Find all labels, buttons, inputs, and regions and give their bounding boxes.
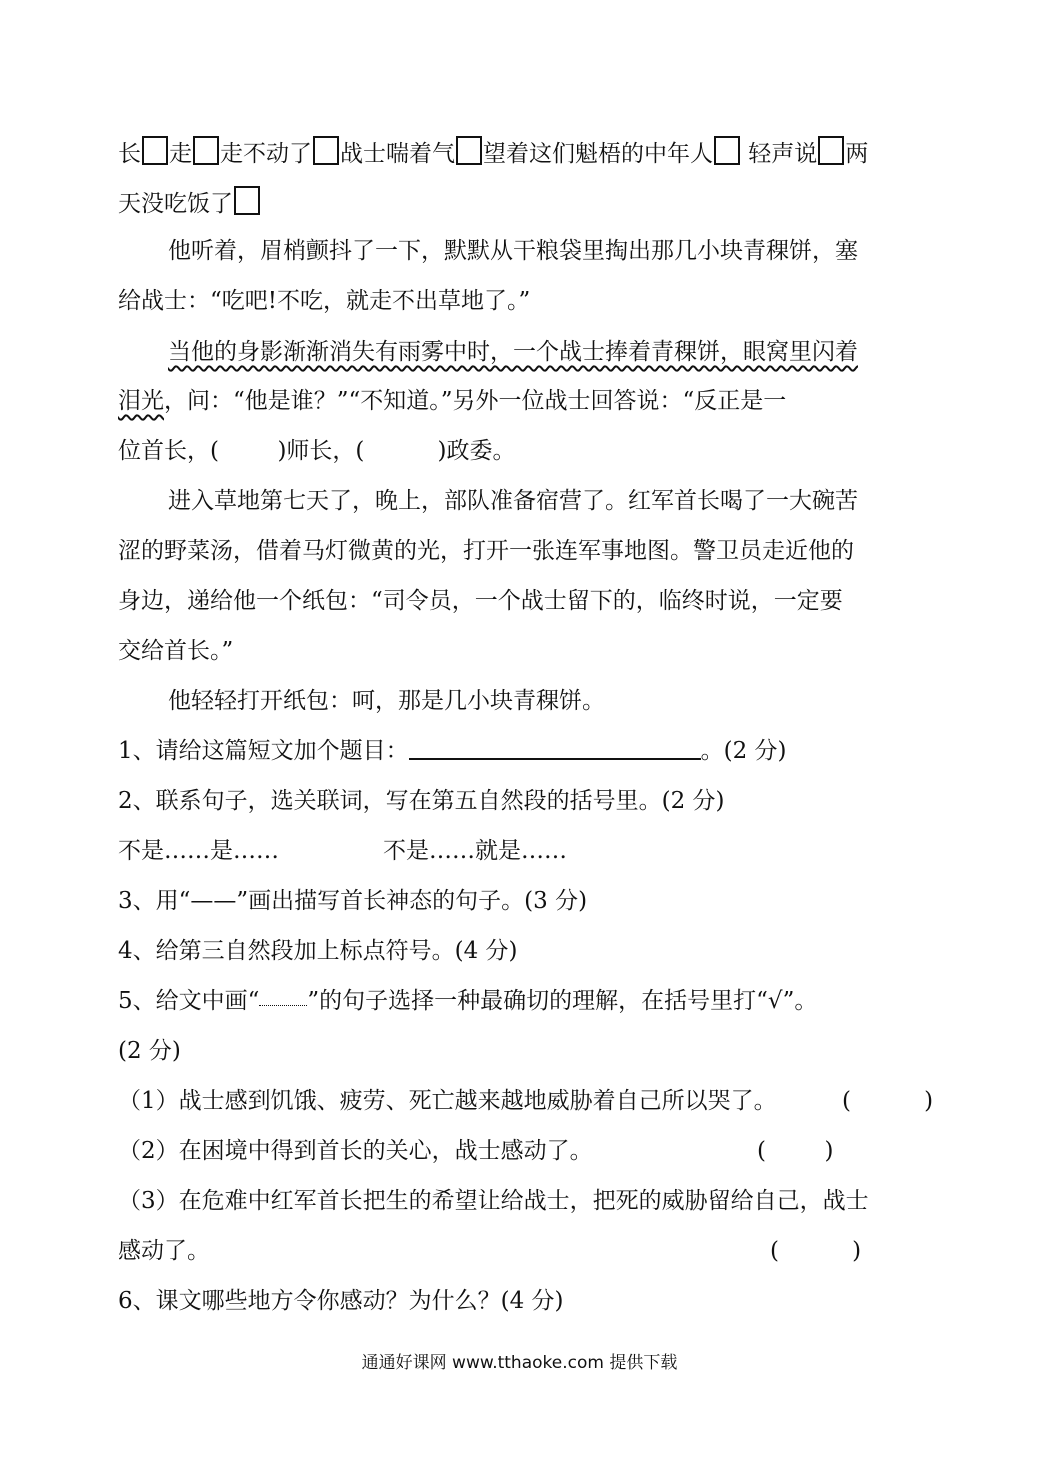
answer-paren[interactable]: ( ) [842,1088,934,1114]
passage-line: 他听着，眉梢颤抖了一下，默默从干粮袋里掏出那几小块青稞饼，塞 [168,238,858,264]
question-3: 3、用“——”画出描写首长神态的句子。(3 分) [118,888,588,914]
text-fragment: 轻声说 [741,141,818,167]
passage-line: 进入草地第七天了，晚上，部队准备宿营了。红军首长喝了一大碗苦 [168,488,858,514]
question-5 [118,986,817,1016]
question-2: 2、联系句子，选关联词，写在第五自然段的括号里。(2 分) [118,788,725,814]
passage-line: 身边，递给他一个纸包：“司令员，一个战士留下的，临终时说，一定要 [118,588,843,614]
text-fragment: ，问：“他是谁？”“不知道。”另外一位战士回答说：“反正是一 [164,388,787,414]
answer-option-1: （1）战士感到饥饿、疲劳、死亡越来越地威胁着自己所以哭了。 [118,1088,777,1114]
text-fragment: 长 [118,141,141,167]
answer-option-3-cont: 感动了。 [118,1238,210,1264]
punctuation-box[interactable] [456,136,482,165]
text-fragment: 两 [845,141,869,167]
passage-line: 交给首长。” [118,638,234,664]
passage-line [118,186,261,219]
page-footer: 通通好课网 www.tthaoke.com 提供下载 [361,1353,678,1373]
text-fragment: 天没吃饭了 [118,191,233,217]
text-fragment: 望着这们魁梧的中年人 [483,141,713,167]
passage-line [168,337,858,367]
passage-line: 给战士：“吃吧!不吃，就走不出草地了。” [118,288,531,314]
wavy-underlined-sentence: 当他的身影渐渐消失有雨雾中时，一个战士捧着青稞饼，眼窝里闪着 [168,339,858,365]
question-4: 4、给第三自然段加上标点符号。(4 分) [118,938,518,964]
punctuation-box[interactable] [818,136,844,165]
question-text: 5、给文中画“ [118,988,260,1014]
punctuation-box[interactable] [714,136,740,165]
question-text: 1、请给这篇短文加个题目： [118,738,409,764]
text-fragment: 走 [169,141,192,167]
passage-line: 他轻轻打开纸包：呵，那是几小块青稞饼。 [168,688,605,714]
conjunction-option: 不是……就是…… [383,838,567,864]
punctuation-box[interactable] [142,136,168,165]
passage-line-with-blanks[interactable]: 位首长，( )师长，( )政委。 [118,438,516,464]
punctuation-box[interactable] [313,136,339,165]
wavy-underlined-sentence: 泪光 [118,388,164,414]
title-answer-blank[interactable] [409,736,701,760]
punctuation-box[interactable] [193,136,219,165]
punctuation-box[interactable] [234,186,260,215]
conjunction-option: 不是……是…… [118,838,279,864]
answer-paren[interactable]: ( ) [757,1138,834,1164]
question-score: 。(2 分) [700,738,787,764]
passage-line: 涩的野菜汤，借着马灯微黄的光，打开一张连军事地图。警卫员走近他的 [118,538,854,564]
answer-paren[interactable]: ( ) [770,1238,862,1264]
text-fragment: 走不动了 [220,141,312,167]
answer-option-2: （2）在困境中得到首长的关心，战士感动了。 [118,1138,593,1164]
text-fragment: 战士喘着气 [340,141,455,167]
question-score: (2 分) [118,1038,181,1064]
passage-line [118,136,868,169]
question-1 [118,736,787,766]
wavy-line-mark [259,991,307,1006]
passage-line [118,386,786,416]
question-6: 6、课文哪些地方令你感动？为什么？(4 分) [118,1288,564,1314]
question-text: ”的句子选择一种最确切的理解，在括号里打“√”。 [307,988,818,1014]
answer-option-3: （3）在危难中红军首长把生的希望让给战士，把死的威胁留给自己，战士 [118,1188,869,1214]
